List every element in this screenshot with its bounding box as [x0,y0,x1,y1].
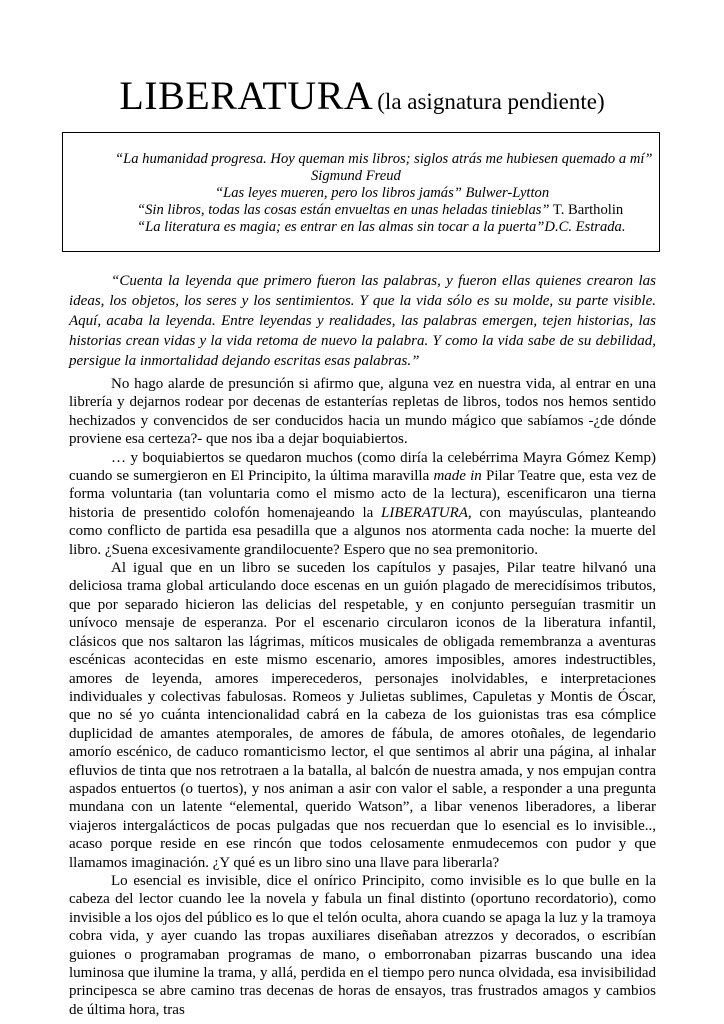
paragraph-2 [69,449,656,559]
paragraph-2-part-c: con mayúsculas, planteando como conflicto de partida esa pesadilla que a algunos nos atormenta cada noche: la muerte del libro. ¿Suena excesivamente grandilocuente? Espero que no sea premonitorio. [69,504,656,558]
quote-freud: “La humanidad progresa. Hoy queman mis libros; siglos atrás me hubiesen quemado a mí” [115,151,653,167]
legend-text: “Cuenta la leyenda que primero fueron las palabras, y fueron ellas quienes crearon las ideas, los objetos, los seres y los sentimientos. Y que la vida sólo es su molde, su parte visible. Aquí, acaba la leyenda. Entre leyendas y realidades, las palabras emergen, tejen historias, las historias crean vidas y la vida retoma de nuevo la palabra. Y como la vida sabe de su debilidad, persigue la inmortalidad dejando escritas esas palabras.” [69,273,656,369]
quote-freud-author: Sigmund Freud [311,168,401,184]
quote-bartholin-author: T. Bartholin [549,202,624,218]
paragraph-2-part-a: … y boquiabiertos se quedaron muchos (como diría la celebérrima Mayra Gómez Kemp) cuando se sumergieron en El Principito, la última maravilla [69,449,656,485]
quotes-box [62,132,660,252]
title-subtitle: (la asignatura pendiente) [377,89,605,114]
made-in-italic: made in [433,468,482,485]
paragraph-4: Lo esencial es invisible, dice el onírico Principito, como invisible es lo que bulle en la cabeza del lector cuando lee la novela y fabula un final distinto (oportuno recordatorio), como invisible a los ojos del público es lo que el telón oculta, ahora cuando se apaga la luz y la tramoya cobra vida, y ayer cuando las tropas auxiliares diseñaban atrezzos y decorados, o escribían guiones o programaban programas de mano, o emborronaban pizarras buscando una idea luminosa que ilumine la trama, y allá, perdida en el tiempo pero nunca olvidada, esa invisibilidad principesca se abre camino tras decenas de horas de ensayos, tras frustrados amagos y cambios de última hora, tras [69,872,656,1018]
liberatura-italic: LIBERATURA, [380,504,472,521]
quote-estrada-author: D.C. Estrada. [544,219,626,235]
article-body [69,375,656,1019]
paragraph-3: Al igual que en un libro se suceden los capítulos y pasajes, Pilar teatre hilvanó una deliciosa trama global articulando doce escenas en un guión plagado de merecidísimos tributos, que por separado hicieron las delicias del respetable, y en conjunto perseguían trasmitir un unívoco mensaje de esperanza. Por el escenario circularon iconos de la liberatura infantil, clásicos que nos saltaron las lágrimas, míticos musicales de obligada remembranza a aventuras escénicas acontecidas en este mismo escenario, amores imposibles, amores indestructibles, amores de leyenda, amores imperecederos, personajes inolvidables, e interpretaciones individuales y colectivas fabulosas. Romeos y Julietas sublimes, Capuletas y Montis de Óscar, que no sé yo cuánta intencionalidad cabrá en la cabeza de los guionistas tras esa cómplice duplicidad de amantes atemporales, de amores de fábula, de amores otoñales, de legendario amorío escénico, de caduco romanticismo lector, el que sentimos al abrir una página, al inhalar efluvios de tinta que nos retrotraen a la batalla, al balcón de nuestra amada, y nos empujan contra aspados entuertos (o tuertos), y nos animan a asir con valor el sable, a responder a una pregunta mundana con un latente “elemental, querido Watson”, a libar venenos liberadores, a liberar viajeros intergalácticos de pocas pulgadas que nos recuerdan que lo esencial es lo invisible.., acaso porque reside en ese rincón que todos celosamente enmudecemos con pudor y que llamamos imaginación. ¿Y qué es un libro sino una llave para liberarla? [69,560,656,871]
paragraph-1: No hago alarde de presunción si afirmo que, alguna vez en nuestra vida, al entrar en una librería y dejarnos rodear por decenas de estanterías repletas de libros, todos nos hemos sentido hechizados y convencidos de ser conducidos hacia un mundo mágico que sabíamos -¿de dónde proviene esa certeza?- que nos iba a dejar boquiabiertos. [69,376,656,448]
quote-bartholin-text: “Sin libros, todas las cosas están envueltas en unas heladas tinieblas” [137,202,550,218]
legend-paragraph [69,271,656,371]
title-main: LIBERATURA [119,73,374,118]
quote-bulwer-lytton [215,185,549,202]
quote-bulwer-text: “Las leyes mueren, pero los libros jamás” [215,185,462,201]
quote-estrada [137,219,626,236]
quote-bulwer-author: Bulwer-Lytton [461,185,550,201]
quote-bartholin [137,202,623,219]
paragraph-2-part-b: Pilar Teatre que, esta vez de forma voluntaria (tan voluntaria como el mismo acto de la lectura), escenificaron una tierna historia de presentido colofón homenajeando la [69,468,656,521]
quote-estrada-text: “La literatura es magia; es entrar en las almas sin tocar a la puerta” [137,219,545,235]
document-title [0,72,724,119]
